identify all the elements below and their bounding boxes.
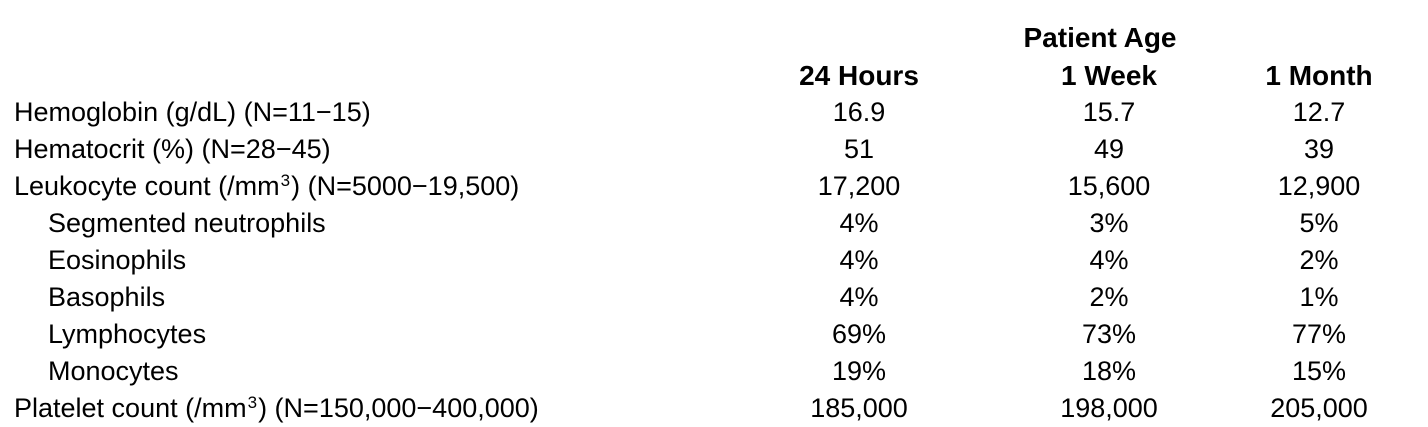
table-row <box>14 205 1414 242</box>
cell-value: 185,000 <box>810 393 908 423</box>
row-label-monocytes: Monocytes <box>48 356 179 386</box>
column-header-1-week: 1 Week <box>1061 60 1157 91</box>
row-label-hematocrit: Hematocrit (%) (N=28−45) <box>14 134 331 164</box>
label-text: ) (N=5000−19,500) <box>291 171 520 201</box>
superscript: 3 <box>280 171 291 190</box>
lab-values-table <box>14 57 1414 427</box>
cell-value: 49 <box>1093 134 1125 164</box>
cell-value: 73% <box>1081 319 1137 349</box>
cell-value: 198,000 <box>1060 393 1158 423</box>
patient-age-header: Patient Age <box>1023 22 1177 53</box>
cell-value: 2% <box>1089 282 1129 312</box>
cell-value: 19% <box>831 356 887 386</box>
cell-value: 3% <box>1089 208 1129 238</box>
label-text: ) (N=150,000−400,000) <box>258 393 539 423</box>
table-row <box>14 353 1414 390</box>
cell-value: 15% <box>1291 356 1347 386</box>
row-label-hemoglobin: Hemoglobin (g/dL) (N=11−15) <box>14 97 371 127</box>
column-header-1-month: 1 Month <box>1265 60 1373 91</box>
column-header-row <box>14 57 1414 94</box>
cell-value: 4% <box>1089 245 1129 275</box>
cell-value: 5% <box>1299 208 1339 238</box>
table-row <box>14 390 1414 427</box>
table-row <box>14 316 1414 353</box>
row-label-leukocyte-count <box>14 168 724 205</box>
row-label-lymphocytes: Lymphocytes <box>48 319 207 349</box>
cell-value: 4% <box>839 208 879 238</box>
column-header-24-hours: 24 Hours <box>799 60 919 91</box>
cell-value: 12.7 <box>1292 97 1346 127</box>
label-text: Leukocyte count (/mm <box>14 171 280 201</box>
table-row <box>14 168 1414 205</box>
cell-value: 2% <box>1299 245 1339 275</box>
cell-value: 15,600 <box>1067 171 1151 201</box>
table-row <box>14 242 1414 279</box>
cell-value: 1% <box>1299 282 1339 312</box>
cell-value: 205,000 <box>1270 393 1368 423</box>
cell-value: 39 <box>1303 134 1335 164</box>
superscript: 3 <box>247 393 258 412</box>
cell-value: 15.7 <box>1082 97 1136 127</box>
row-label-segmented-neutrophils: Segmented neutrophils <box>48 208 326 238</box>
table-row <box>14 131 1414 168</box>
cell-value: 4% <box>839 245 879 275</box>
cell-value: 17,200 <box>817 171 901 201</box>
cell-value: 18% <box>1081 356 1137 386</box>
cell-value: 12,900 <box>1277 171 1361 201</box>
cell-value: 77% <box>1291 319 1347 349</box>
cell-value: 16.9 <box>832 97 886 127</box>
table-row <box>14 94 1414 131</box>
cell-value: 4% <box>839 282 879 312</box>
label-text: Platelet count (/mm <box>14 393 247 423</box>
cell-value: 69% <box>831 319 887 349</box>
cell-value: 51 <box>843 134 875 164</box>
row-label-header <box>14 57 724 94</box>
row-label-platelet-count <box>14 390 724 427</box>
table-row <box>14 279 1414 316</box>
row-label-eosinophils: Eosinophils <box>48 245 187 275</box>
row-label-basophils: Basophils <box>48 282 166 312</box>
